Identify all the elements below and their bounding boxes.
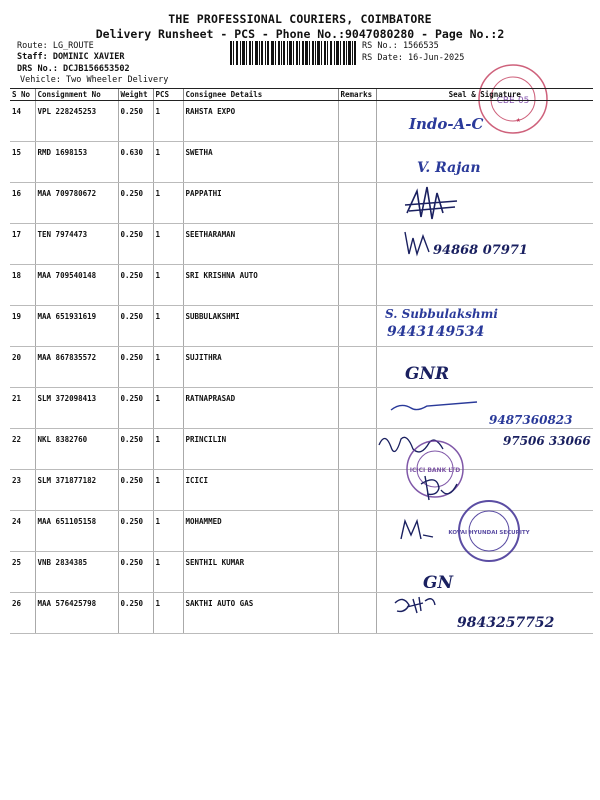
row-consignment: MAA 576425798 [35, 593, 118, 634]
col-sno: S No [10, 89, 35, 101]
row-consignee: SRI KRISHNA AUTO [183, 265, 338, 306]
runsheet-subtitle: Delivery Runsheet - PCS - Phone No.:9047080280 - Page No.:2 [95, 27, 505, 41]
row-signature [376, 183, 593, 224]
signature-22 [377, 429, 594, 474]
col-consignee: Consignee Details [183, 89, 338, 101]
row-remarks [338, 388, 376, 429]
row-remarks [338, 183, 376, 224]
row-remarks [338, 347, 376, 388]
barcode [230, 41, 356, 65]
row-sno: 15 [10, 142, 35, 183]
row-consignee: ICICI [183, 470, 338, 511]
row-sno: 23 [10, 470, 35, 511]
row-consignment: NKL 8382760 [35, 429, 118, 470]
row-consignee: SUJITHRA [183, 347, 338, 388]
row-remarks [338, 470, 376, 511]
row-weight: 0.250 [118, 552, 153, 593]
svg-text:ICICI BANK LTD: ICICI BANK LTD [409, 467, 460, 474]
row-remarks [338, 224, 376, 265]
svg-text:S. Subbulakshmi: S. Subbulakshmi [384, 307, 498, 321]
row-pcs: 1 [153, 224, 183, 265]
svg-text:V. Rajan: V. Rajan [416, 160, 481, 176]
table-row [10, 265, 593, 306]
table-row [10, 183, 593, 224]
row-signature [376, 265, 593, 306]
svg-text:9443149534: 9443149534 [386, 324, 484, 340]
table-row [10, 470, 593, 511]
row-weight: 0.250 [118, 429, 153, 470]
table-row [10, 101, 593, 142]
row-remarks [338, 142, 376, 183]
vehicle-label: Vehicle: Two Wheeler Delivery [20, 75, 169, 85]
row-remarks [338, 593, 376, 634]
row-consignment: RMD 1698153 [35, 142, 118, 183]
row-pcs: 1 [153, 101, 183, 142]
signature-21 [377, 388, 594, 429]
col-remarks: Remarks [338, 89, 376, 101]
row-consignment: MAA 709780672 [35, 183, 118, 224]
table-row [10, 306, 593, 347]
row-signature [376, 429, 593, 474]
drs-number: DRS No.: DCJB156653502 [17, 64, 130, 74]
row-pcs: 1 [153, 511, 183, 552]
col-consignment: Consignment No [35, 89, 118, 101]
table-row [10, 224, 593, 265]
row-signature [376, 388, 593, 429]
row-weight: 0.250 [118, 593, 153, 634]
row-pcs: 1 [153, 265, 183, 306]
signature-26 [377, 593, 594, 634]
row-signature [376, 470, 593, 511]
row-signature [376, 101, 593, 142]
row-sno: 14 [10, 101, 35, 142]
row-pcs: 1 [153, 142, 183, 183]
row-weight: 0.250 [118, 224, 153, 265]
rs-number: RS No.: 1566535 [362, 41, 439, 51]
row-remarks [338, 101, 376, 142]
row-consignee: PAPPATHI [183, 183, 338, 224]
row-pcs: 1 [153, 347, 183, 388]
row-remarks [338, 265, 376, 306]
col-weight: Weight [118, 89, 153, 101]
row-sno: 17 [10, 224, 35, 265]
row-consignee: SUBBULAKSHMI [183, 306, 338, 347]
table-row [10, 142, 593, 183]
row-pcs: 1 [153, 388, 183, 429]
row-pcs: 1 [153, 552, 183, 593]
row-weight: 0.250 [118, 265, 153, 306]
row-sno: 25 [10, 552, 35, 593]
row-remarks [338, 552, 376, 593]
row-sno: 26 [10, 593, 35, 634]
row-weight: 0.250 [118, 511, 153, 552]
signature-23 [377, 470, 594, 511]
svg-text:CBE-05: CBE-05 [496, 96, 530, 106]
row-signature [376, 511, 593, 552]
col-pcs: PCS [153, 89, 183, 101]
row-consignee: SAKTHI AUTO GAS [183, 593, 338, 634]
row-signature [376, 142, 593, 183]
row-sno: 16 [10, 183, 35, 224]
row-pcs: 1 [153, 429, 183, 470]
col-signature: Seal & Signature [376, 89, 593, 101]
row-remarks [338, 511, 376, 552]
row-signature [376, 552, 593, 593]
svg-text:★: ★ [516, 115, 521, 124]
company-title: THE PROFESSIONAL COURIERS, COIMBATORE [168, 12, 432, 26]
row-pcs: 1 [153, 306, 183, 347]
row-consignment: TEN 7974473 [35, 224, 118, 265]
row-signature [376, 224, 593, 265]
row-pcs: 1 [153, 470, 183, 511]
row-weight: 0.250 [118, 470, 153, 511]
svg-text:9843257752: 9843257752 [456, 615, 554, 631]
table-row [10, 511, 593, 552]
row-weight: 0.250 [118, 183, 153, 224]
row-consignee: SEETHARAMAN [183, 224, 338, 265]
svg-text:KOVAI HYUNDAI SECURITY: KOVAI HYUNDAI SECURITY [447, 530, 530, 536]
row-signature [376, 306, 593, 347]
table-row [10, 347, 593, 388]
row-sno: 18 [10, 265, 35, 306]
row-weight: 0.250 [118, 388, 153, 429]
row-consignee: RATNAPRASAD [183, 388, 338, 429]
svg-text:97506 33066: 97506 33066 [502, 434, 591, 448]
row-consignment: SLM 372098413 [35, 388, 118, 429]
row-pcs: 1 [153, 593, 183, 634]
signature-17 [377, 224, 594, 265]
table-row [10, 593, 593, 634]
signature-19 [377, 306, 594, 347]
table-row [10, 429, 593, 470]
svg-text:GN: GN [422, 573, 453, 593]
row-signature [376, 347, 593, 388]
table-header-row [10, 89, 593, 101]
row-consignment: MAA 651105158 [35, 511, 118, 552]
row-weight: 0.250 [118, 347, 153, 388]
row-consignment: MAA 651931619 [35, 306, 118, 347]
row-sno: 24 [10, 511, 35, 552]
signature-24 [377, 511, 594, 552]
row-consignee: SENTHIL KUMAR [183, 552, 338, 593]
svg-text:GNR: GNR [404, 364, 449, 384]
table-row [10, 388, 593, 429]
row-consignment: VPL 228245253 [35, 101, 118, 142]
row-consignment: SLM 371877182 [35, 470, 118, 511]
row-sno: 20 [10, 347, 35, 388]
row-weight: 0.630 [118, 142, 153, 183]
row-sno: 21 [10, 388, 35, 429]
svg-text:94868 07971: 94868 07971 [432, 243, 528, 258]
staff-label: Staff: DOMINIC XAVIER [17, 52, 125, 62]
svg-text:9487360823: 9487360823 [488, 413, 572, 427]
row-consignment: MAA 867835572 [35, 347, 118, 388]
table-row [10, 552, 593, 593]
row-consignee: MOHAMMED [183, 511, 338, 552]
row-consignee: RAHSTA EXPO [183, 101, 338, 142]
row-consignee: PRINCILIN [183, 429, 338, 470]
signature-20 [377, 347, 594, 388]
row-weight: 0.250 [118, 306, 153, 347]
row-remarks [338, 306, 376, 347]
rs-date: RS Date: 16-Jun-2025 [362, 53, 465, 63]
svg-text:Indo-A-C: Indo-A-C [408, 115, 483, 133]
row-sno: 22 [10, 429, 35, 470]
row-pcs: 1 [153, 183, 183, 224]
signature-16 [377, 183, 594, 224]
row-sno: 19 [10, 306, 35, 347]
runsheet-table [10, 88, 593, 634]
route-label: Route: LG_ROUTE [17, 41, 94, 51]
signature-15 [377, 142, 594, 183]
row-consignment: VNB 2834385 [35, 552, 118, 593]
row-signature [376, 593, 593, 634]
row-weight: 0.250 [118, 101, 153, 142]
row-consignee: SWETHA [183, 142, 338, 183]
signature-25 [377, 552, 594, 593]
row-remarks [338, 429, 376, 470]
signature-14 [377, 101, 594, 142]
row-consignment: MAA 709540148 [35, 265, 118, 306]
